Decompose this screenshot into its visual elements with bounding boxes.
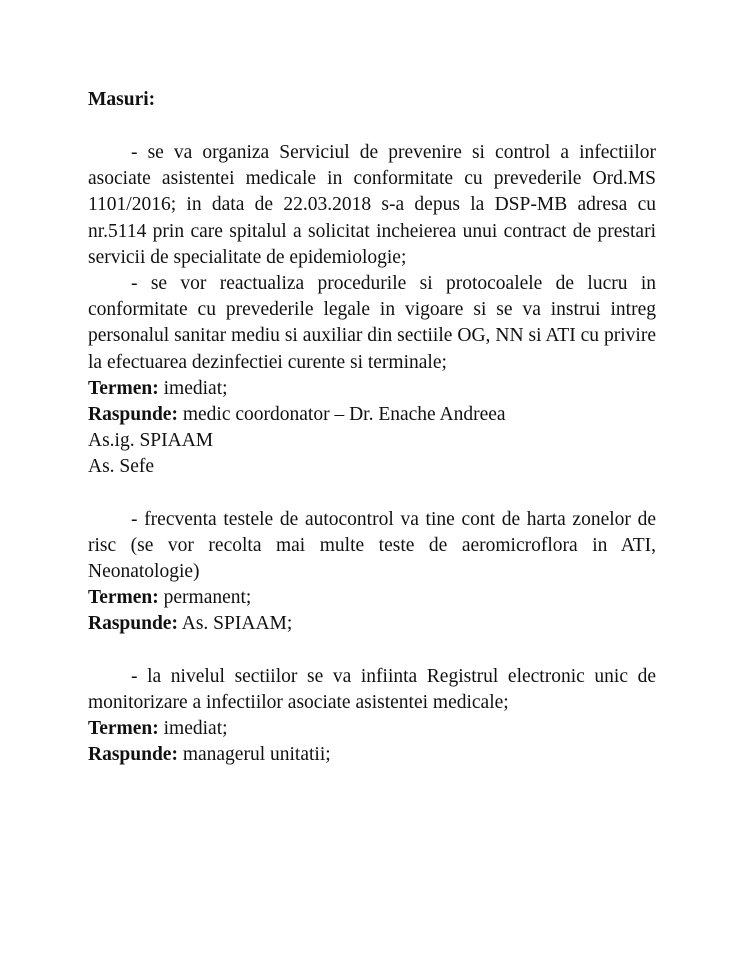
measure-1-termen (88, 376, 656, 402)
raspunde-label: Raspunde: (88, 404, 178, 426)
measure-1-paragraph-b: - se vor reactualiza procedurile si protocoalele de lucru in conformitate cu prevederile legale in vigoare si se va instrui intreg personalul sanitar mediu si auxiliar din sectiile OG, NN si ATI cu privire la efectuarea dezinfectiei curente si terminale; (88, 273, 656, 373)
spacer (88, 113, 656, 140)
measure-2-raspunde (88, 611, 656, 637)
measure-3-paragraph: - la nivelul sectiilor se va infiinta Registrul electronic unic de monitorizare a infectiilor asociate asistentei medicale; (88, 665, 656, 713)
measure-1-responsible-3: As. Sefe (88, 456, 155, 478)
raspunde-value: medic coordonator – Dr. Enache Andreea (177, 404, 506, 426)
measure-1-responsible-2: As.ig. SPIAAM (88, 430, 214, 452)
spacer (88, 481, 656, 507)
raspunde-value: managerul unitatii; (177, 744, 331, 766)
termen-label: Termen: (88, 718, 159, 740)
raspunde-value: As. SPIAAM; (177, 613, 293, 635)
measure-2-paragraph: - frecventa testele de autocontrol va tine cont de harta zonelor de risc (se vor recolta mai multe teste de aeromicroflora in ATI, Neonatologie) (88, 508, 656, 583)
raspunde-label: Raspunde: (88, 744, 178, 766)
termen-value: imediat; (158, 718, 228, 740)
raspunde-label: Raspunde: (88, 613, 178, 635)
measure-1-paragraph-a: - se va organiza Serviciul de prevenire si control a infectiilor asociate asistentei medicale in conformitate cu prevederile Ord.MS 1101/2016; in data de 22.03.2018 s-a depus la DSP-MB adresa cu nr.5114 prin care spitalul a solicitat incheierea unui contract de prestari servicii de specialitate de epidemiologie; (88, 142, 656, 268)
document-page (88, 87, 656, 768)
termen-value: imediat; (158, 377, 228, 399)
spacer (88, 638, 656, 664)
measure-2-termen (88, 585, 656, 611)
measure-3-raspunde (88, 742, 656, 768)
measure-1-raspunde (88, 402, 656, 428)
termen-label: Termen: (88, 587, 159, 609)
termen-value: permanent; (158, 587, 252, 609)
measure-3-termen (88, 716, 656, 742)
section-heading: Masuri: (88, 89, 156, 110)
termen-label: Termen: (88, 377, 159, 399)
